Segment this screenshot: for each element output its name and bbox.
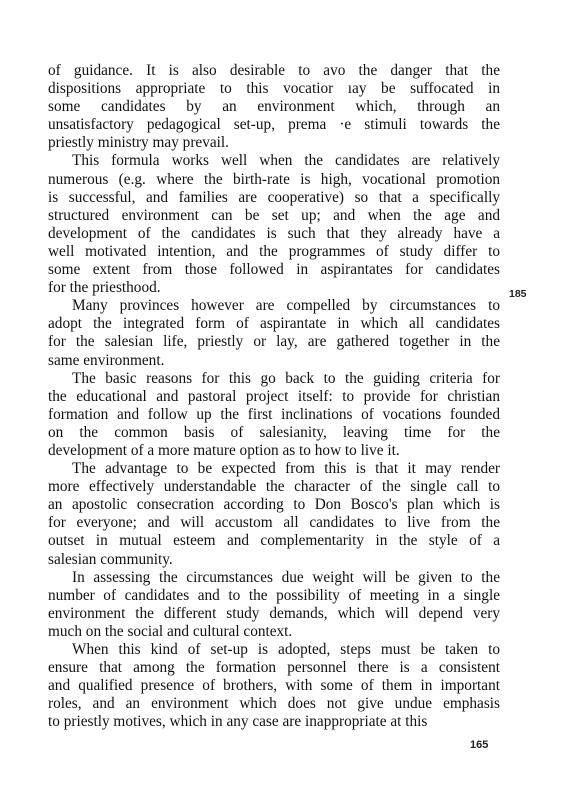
- page-number: 165: [470, 739, 489, 751]
- text-line: adopt the integrated form of aspirantate in which all candidates: [48, 315, 500, 333]
- text-line: some extent from those followed in aspirantates for candidates: [48, 261, 500, 279]
- text-line: development of the candidates is such that they already have a: [48, 224, 500, 242]
- paragraph: [48, 297, 500, 369]
- paragraph: [48, 152, 500, 297]
- text-line: much on the social and cultural context.: [48, 622, 293, 640]
- text-line: salesian community.: [48, 550, 173, 568]
- text-line: ensure that among the formation personnel there is a consistent: [48, 659, 500, 677]
- text-line: This formula works well when the candidates are relatively: [72, 152, 500, 170]
- text-line: to priestly motives, which in any case are inappropriate at this: [48, 713, 428, 731]
- text-line: number of candidates and to the possibility of meeting in a single: [48, 586, 500, 604]
- text-line: The advantage to be expected from this is that it may render: [72, 460, 500, 478]
- text-line: When this kind of set-up is adopted, steps must be taken to: [72, 641, 500, 658]
- text-line: of guidance. It is also desirable to avo the danger that the: [48, 62, 500, 79]
- paragraph: [48, 370, 500, 460]
- paragraph: [48, 62, 500, 152]
- text-line: unsatisfactory pedagogical set-up, prema ·e stimuli towards the: [48, 116, 500, 134]
- text-line: formation and follow up the first inclinations of vocations founded: [48, 405, 500, 423]
- text-line: for the salesian life, priestly or lay, are gathered together in the: [48, 333, 500, 351]
- text-line: Many provinces however are compelled by circumstances to: [72, 297, 500, 315]
- text-line: an apostolic consecration according to Don Bosco's plan which is: [48, 496, 500, 514]
- text-line: In assessing the circumstances due weight will be given to the: [72, 568, 500, 586]
- text-line: for the priesthood.: [48, 279, 161, 297]
- text-line: some candidates by an environment which, through an: [48, 98, 500, 116]
- text-line: more effectively understandable the character of the single call to: [48, 478, 500, 496]
- text-line: outset in mutual esteem and complementarity in the style of a: [48, 532, 500, 550]
- text-line: priestly ministry may prevail.: [48, 134, 229, 152]
- margin-paragraph-number: 185: [509, 288, 527, 300]
- paragraph: [48, 569, 500, 641]
- text-line: numerous (e.g. where the birth-rate is high, vocational promotion: [48, 170, 500, 188]
- text-line: well motivated intention, and the programmes of study differ to: [48, 242, 500, 260]
- body-text: [48, 62, 500, 731]
- text-line: environment the different study demands, which will depend very: [48, 604, 500, 622]
- paragraph: [48, 460, 500, 569]
- text-line: for everyone; and will accustom all candidates to live from the: [48, 514, 500, 532]
- text-line: structured environment can be set up; and when the age and: [48, 206, 500, 224]
- paragraph: [48, 641, 500, 731]
- text-line: and qualified presence of brothers, with some of them in important: [48, 677, 500, 695]
- text-line: is successful, and families are cooperative) so that a specifically: [48, 188, 500, 206]
- text-line: dispositions appropriate to this vocatior ıay be suffocated in: [48, 80, 500, 98]
- text-line: development of a more mature option as to how to live it.: [48, 441, 400, 459]
- text-line: on the common basis of salesianity, leaving time for the: [48, 423, 500, 441]
- text-line: same environment.: [48, 351, 165, 369]
- text-line: roles, and an environment which does not give undue emphasis: [48, 695, 500, 713]
- text-line: The basic reasons for this go back to the guiding criteria for: [72, 369, 500, 387]
- text-line: the educational and pastoral project itself: to provide for christian: [48, 387, 500, 405]
